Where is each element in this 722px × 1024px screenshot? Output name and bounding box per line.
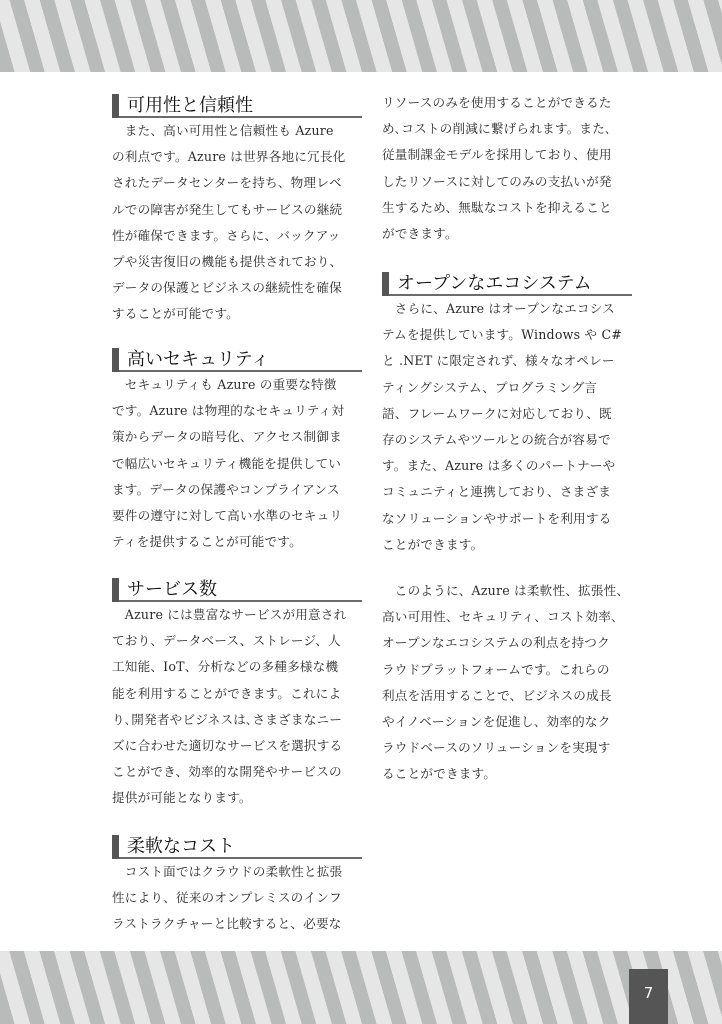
section-heading xyxy=(112,835,362,859)
heading-bar-marker xyxy=(112,835,119,859)
section-open-ecosystem xyxy=(382,272,632,558)
text-line: したリソースに対してのみの支払いが発 xyxy=(382,173,612,189)
text-line: ることができます。 xyxy=(382,766,497,782)
section-body xyxy=(112,859,362,938)
text-line: 要件の遵守に対して高い水準のセキュリ xyxy=(112,507,343,523)
text-line: ズに合わせた適切なサービスを選択する xyxy=(112,737,343,753)
text-line: ラウドプラットフォームです。これらの xyxy=(382,661,610,677)
text-line: 高い可用性、セキュリティ、コスト効率、 xyxy=(382,609,624,625)
text-line: の利点です。Azure は世界各地に冗長化 xyxy=(112,149,346,165)
text-line: ラストラクチャーと比較すると、必要な xyxy=(112,916,342,932)
text-line: ことができます。 xyxy=(382,536,484,552)
text-line: 工知能、IoT、分析などの多種多様な機 xyxy=(112,659,339,675)
page-number: 7 xyxy=(629,969,668,1024)
text-line: 生するため、無駄なコストを抑えること xyxy=(382,199,612,215)
text-line: このように、Azure は柔軟性、拡張性、 xyxy=(382,583,630,598)
section-flexible-cost xyxy=(112,835,362,938)
text-line: と .NET に限定されず、様々なオペレー xyxy=(382,353,615,369)
text-line: やイノベーションを促進し、効率的なク xyxy=(382,713,611,729)
section-heading xyxy=(112,94,362,118)
heading-bar-marker xyxy=(112,94,119,118)
text-line: 能を利用することができます。これによ xyxy=(112,685,342,701)
text-line: ており、データベース、ストレージ、人 xyxy=(112,633,341,649)
section-heading xyxy=(112,348,362,372)
section-services xyxy=(112,578,362,812)
text-line: 利点を活用することで、ビジネスの成長 xyxy=(382,687,612,703)
text-line: 存のシステムやツールとの統合が容易で xyxy=(382,431,611,447)
section-heading xyxy=(112,578,362,602)
text-line: オープンなエコシステムの利点を持つク xyxy=(382,635,610,651)
text-line: す。また、Azure は多くのパートナーや xyxy=(382,458,616,474)
section-body xyxy=(382,296,632,558)
text-line: 性が確保できます。さらに、バックアッ xyxy=(112,227,341,243)
text-line: コスト面ではクラウドの柔軟性と拡張 xyxy=(112,864,343,879)
section-body xyxy=(382,578,632,788)
section-body xyxy=(112,602,362,812)
heading-bar-marker xyxy=(112,578,119,602)
text-line: ティを提供することが可能です。 xyxy=(112,534,302,550)
conclusion xyxy=(382,578,632,788)
text-line: ことができ、効率的な開発やサービスの xyxy=(112,764,342,780)
text-line: さらに、Azure はオープンなエコシス xyxy=(382,301,615,316)
text-line: ができます。 xyxy=(382,225,458,241)
section-body xyxy=(112,372,362,555)
section-heading xyxy=(382,272,632,296)
section-body xyxy=(112,118,362,328)
heading-bar-marker xyxy=(382,272,389,296)
text-line: ティングシステム、プログラミング言 xyxy=(382,379,598,395)
text-line: テムを提供しています。Windows や C# xyxy=(382,327,623,343)
bottom-stripe-band xyxy=(0,951,722,1024)
heading-text: 高いセキュリティ xyxy=(127,349,270,370)
text-line: 提供が可能となります。 xyxy=(112,790,252,806)
text-line: リソースのみを使用することができるた xyxy=(382,95,612,110)
text-line: ラウドベースのソリューションを実現す xyxy=(382,740,611,756)
text-line: Azure には豊富なサービスが用意され xyxy=(112,607,347,622)
heading-text: サービス数 xyxy=(127,579,217,600)
section-security xyxy=(112,348,362,555)
text-line: 語、フレームワークに対応しており、既 xyxy=(382,405,612,421)
text-line: プや災害復旧の機能も提供されており、 xyxy=(112,253,343,269)
text-line: なソリューションやサポートを利用する xyxy=(382,510,612,526)
text-line: め､コストの削減に繋げられます。また､ xyxy=(382,121,612,137)
heading-text: オープンなエコシステム xyxy=(397,273,592,294)
text-line: することが可能です。 xyxy=(112,306,239,322)
section-body xyxy=(382,90,632,247)
text-line: ルでの障害が発生してもサービスの継続 xyxy=(112,201,343,217)
text-line: されたデータセンターを持ち、物理レベ xyxy=(112,175,342,191)
text-line: り､開発者やビジネスは､さまざまなニー xyxy=(112,711,343,727)
heading-text: 可用性と信頼性 xyxy=(127,95,253,116)
text-line: です。Azure は物理的なセキュリティ対 xyxy=(112,403,345,419)
heading-bar-marker xyxy=(112,348,119,372)
heading-text: 柔軟なコスト xyxy=(127,836,235,857)
text-line: で幅広いセキュリティ機能を提供してい xyxy=(112,455,342,471)
text-line: また、高い可用性と信頼性も Azure xyxy=(112,123,334,138)
text-line: データの保護とビジネスの継続性を確保 xyxy=(112,280,342,296)
text-line: セキュリティも Azure の重要な特徴 xyxy=(112,377,337,392)
text-line: 策からデータの暗号化、アクセス制御ま xyxy=(112,429,342,445)
text-line: ます。データの保護やコンプライアンス xyxy=(112,481,340,497)
top-stripe-band xyxy=(0,0,722,72)
section-availability xyxy=(112,94,362,328)
cost-continuation xyxy=(382,90,632,247)
text-line: コミュニティと連携しており、さまざま xyxy=(382,484,612,500)
text-line: 従量制課金モデルを採用しており、使用 xyxy=(382,147,612,163)
text-line: 性により、従来のオンプレミスのインフ xyxy=(112,890,342,906)
